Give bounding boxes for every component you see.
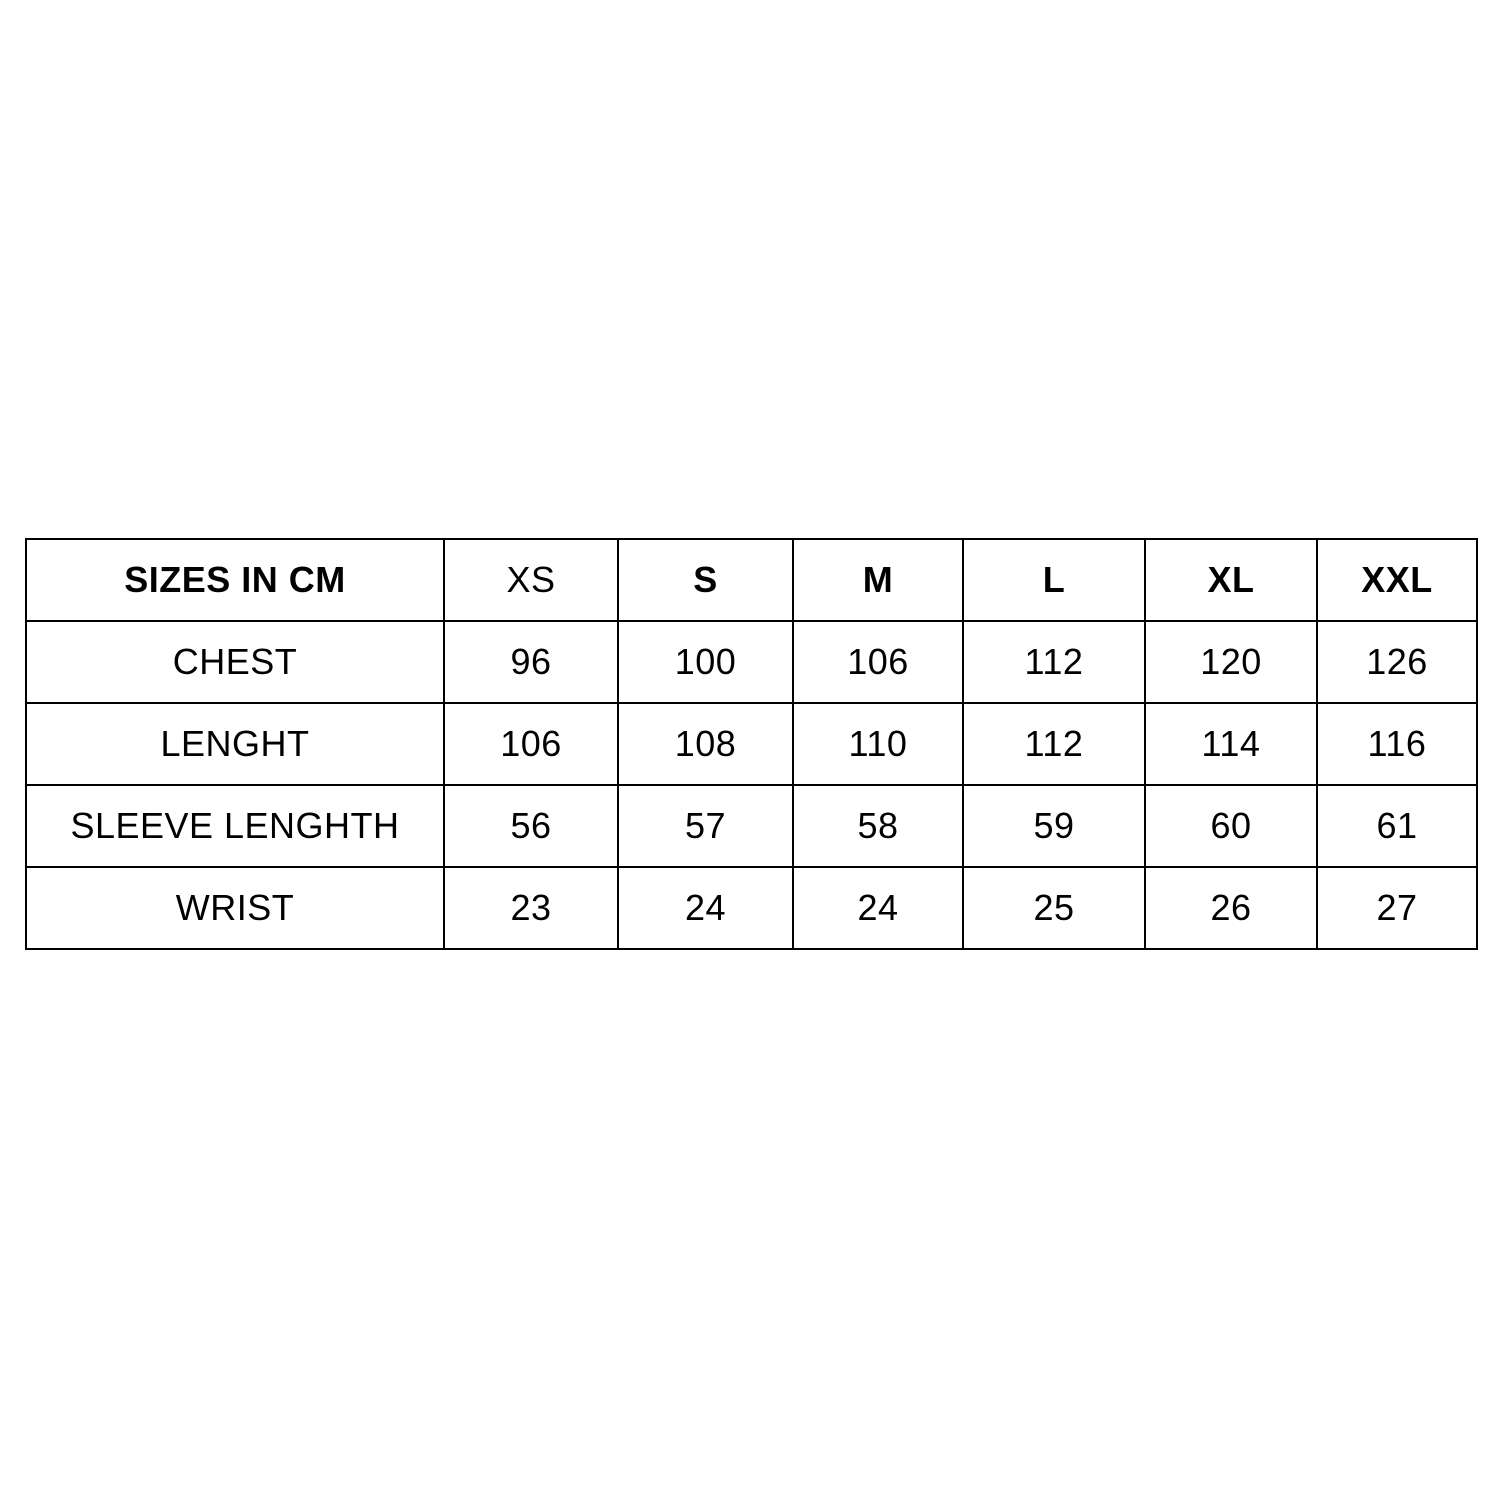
table-cell: 114 bbox=[1145, 703, 1317, 785]
header-row bbox=[26, 539, 1477, 621]
table-cell: 61 bbox=[1317, 785, 1477, 867]
table-cell: 56 bbox=[444, 785, 618, 867]
size-header-l: L bbox=[963, 539, 1145, 621]
table-cell: 116 bbox=[1317, 703, 1477, 785]
size-header-xs: XS bbox=[444, 539, 618, 621]
table-cell: 120 bbox=[1145, 621, 1317, 703]
table-cell: 112 bbox=[963, 621, 1145, 703]
size-chart-table bbox=[25, 538, 1478, 950]
table-cell: 24 bbox=[618, 867, 793, 949]
header-label: SIZES IN CM bbox=[26, 539, 444, 621]
table-cell: 112 bbox=[963, 703, 1145, 785]
row-label: LENGHT bbox=[26, 703, 444, 785]
table-cell: 25 bbox=[963, 867, 1145, 949]
table-cell: 23 bbox=[444, 867, 618, 949]
table-cell: 60 bbox=[1145, 785, 1317, 867]
table-cell: 108 bbox=[618, 703, 793, 785]
table-row bbox=[26, 785, 1477, 867]
table-cell: 57 bbox=[618, 785, 793, 867]
table-cell: 59 bbox=[963, 785, 1145, 867]
row-label: WRIST bbox=[26, 867, 444, 949]
table-cell: 27 bbox=[1317, 867, 1477, 949]
row-label: CHEST bbox=[26, 621, 444, 703]
table-cell: 110 bbox=[793, 703, 963, 785]
table-cell: 106 bbox=[444, 703, 618, 785]
table-cell: 96 bbox=[444, 621, 618, 703]
size-header-xxl: XXL bbox=[1317, 539, 1477, 621]
table-row bbox=[26, 703, 1477, 785]
size-header-s: S bbox=[618, 539, 793, 621]
table-row bbox=[26, 621, 1477, 703]
table-cell: 126 bbox=[1317, 621, 1477, 703]
table-row bbox=[26, 867, 1477, 949]
size-header-m: M bbox=[793, 539, 963, 621]
row-label: SLEEVE LENGHTH bbox=[26, 785, 444, 867]
table-cell: 26 bbox=[1145, 867, 1317, 949]
table-cell: 58 bbox=[793, 785, 963, 867]
table-cell: 106 bbox=[793, 621, 963, 703]
table-cell: 100 bbox=[618, 621, 793, 703]
size-header-xl: XL bbox=[1145, 539, 1317, 621]
table-cell: 24 bbox=[793, 867, 963, 949]
